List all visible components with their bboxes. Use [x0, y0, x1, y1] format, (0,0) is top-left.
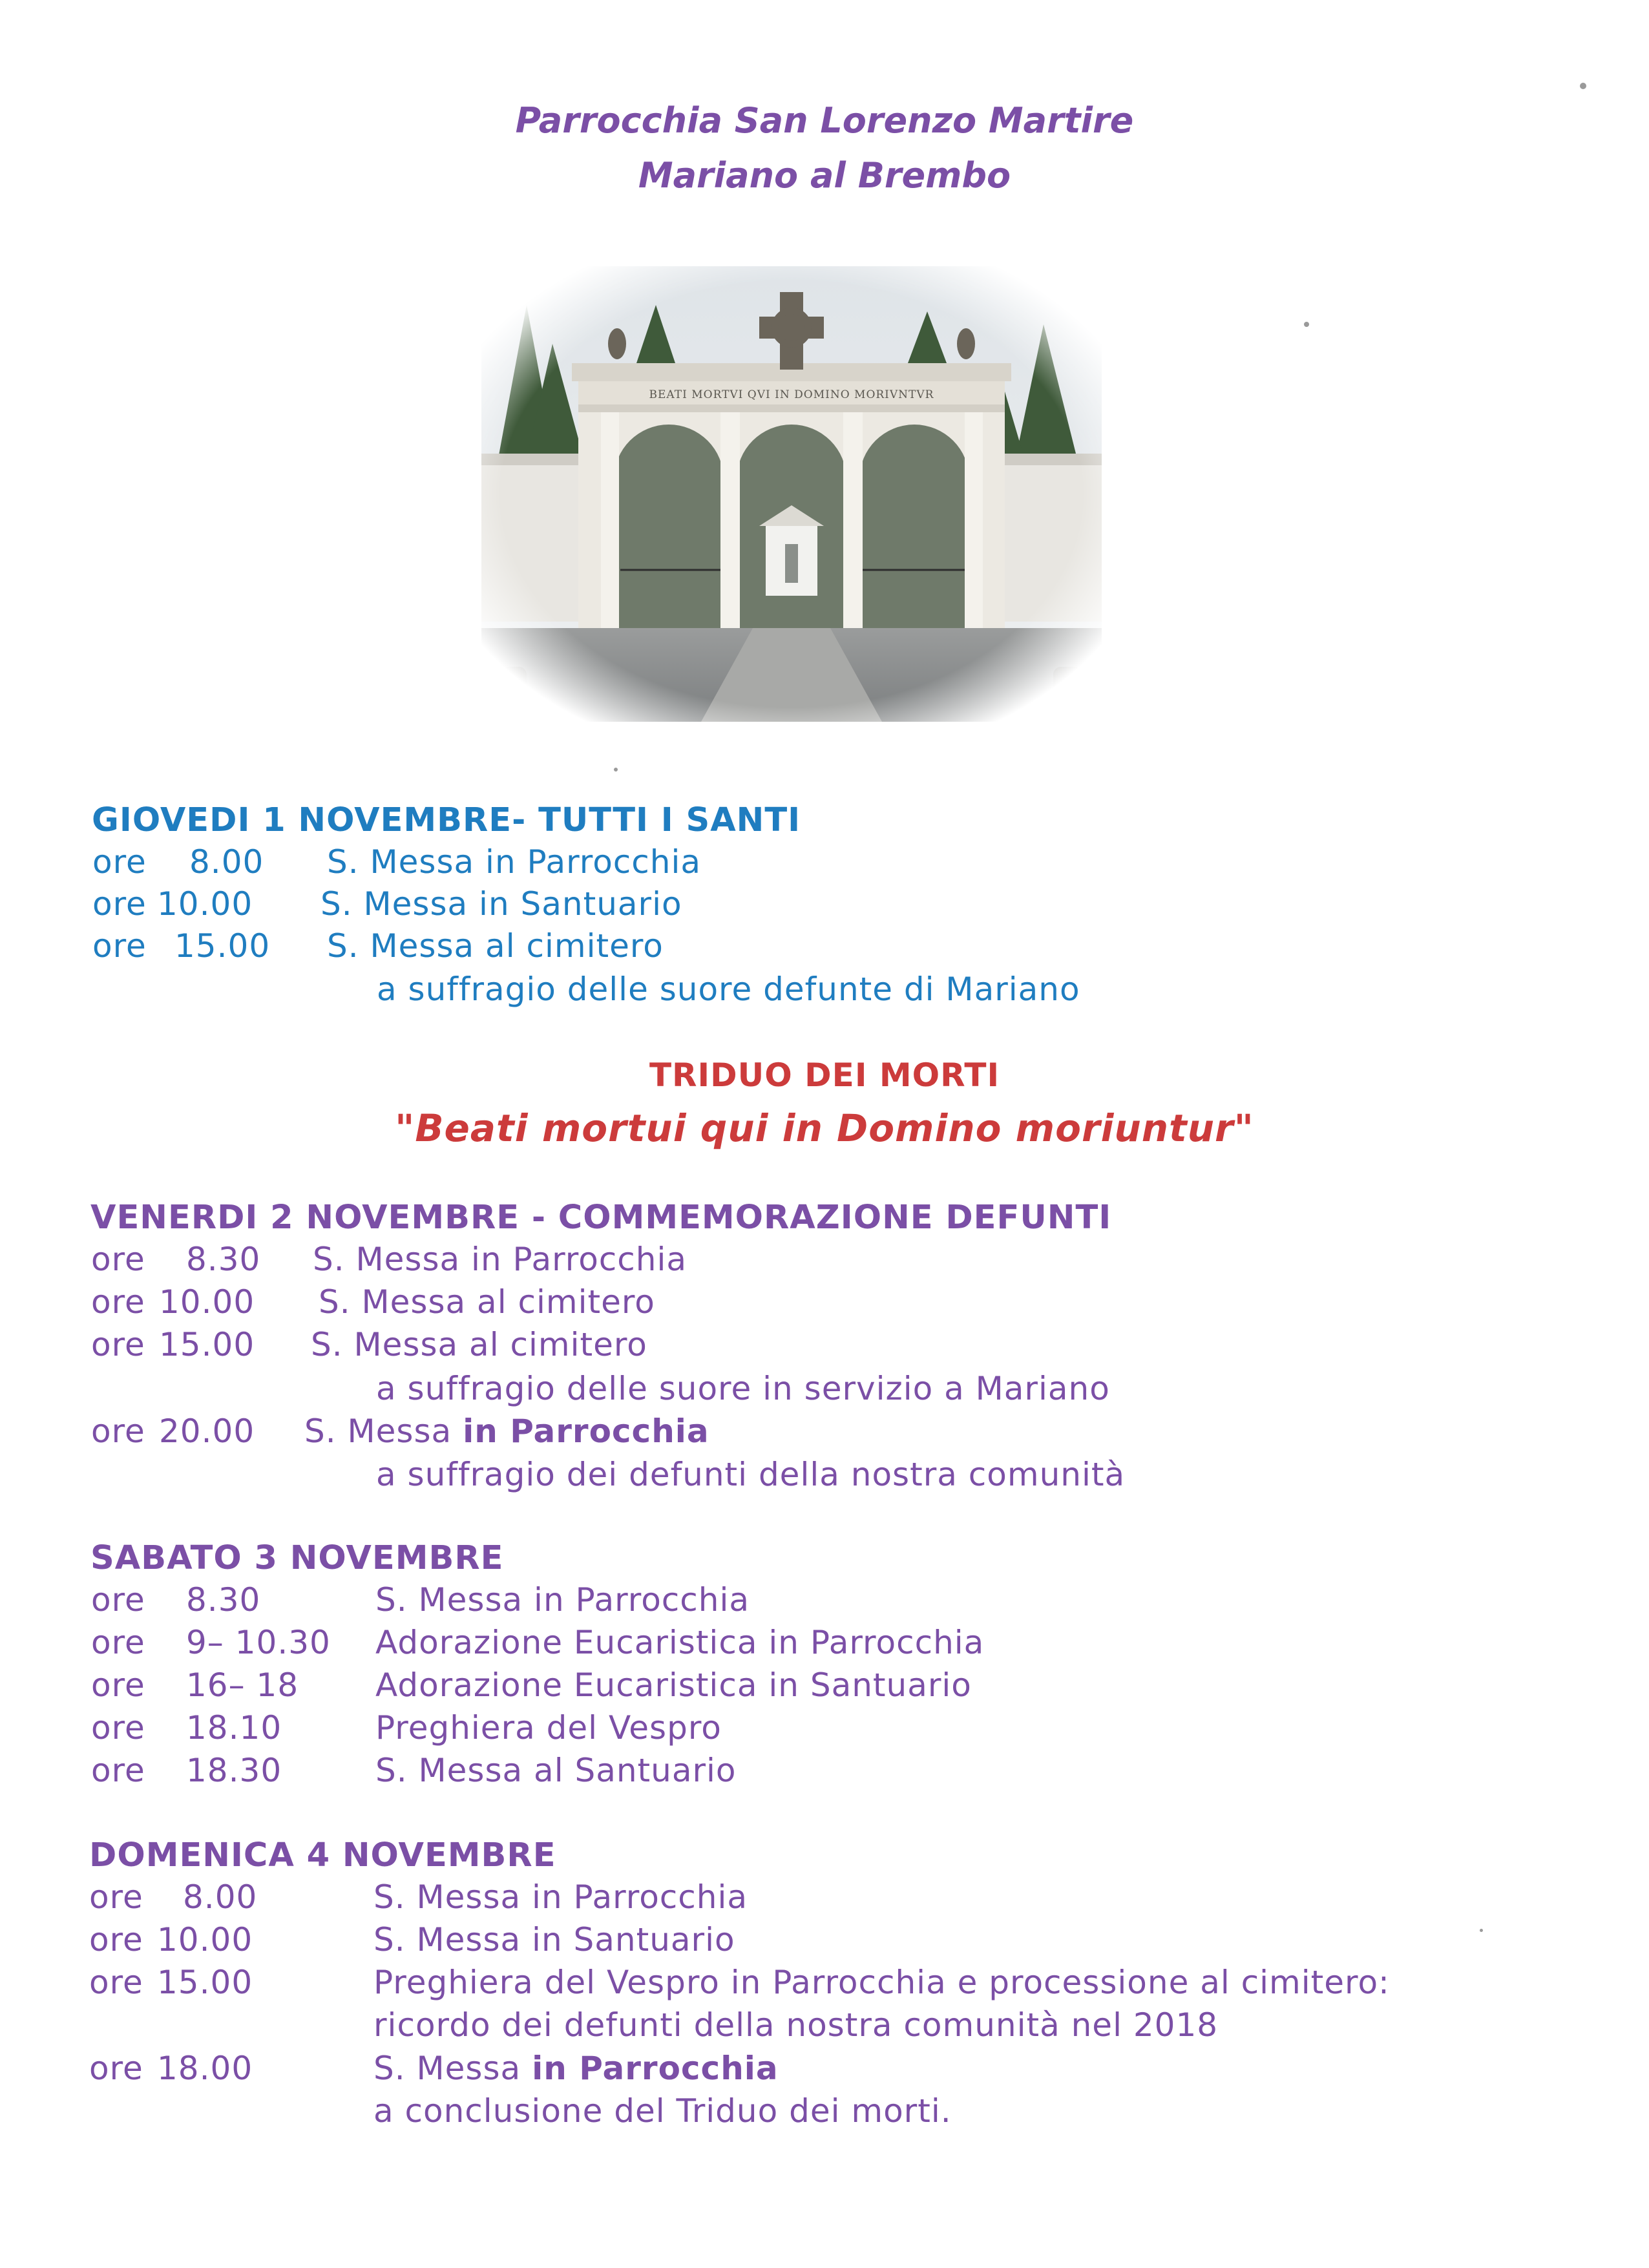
schedule-row: [91, 1283, 655, 1321]
time: 10.00: [157, 885, 253, 923]
time: 10.00: [159, 1283, 255, 1321]
ore-label: ore: [91, 1283, 145, 1321]
parish-location: Mariano al Brembo: [638, 155, 1011, 196]
ore-label: ore: [92, 885, 147, 923]
ore-label: ore: [92, 927, 147, 965]
schedule-row: [91, 1752, 737, 1789]
time: 15.00: [174, 927, 271, 965]
schedule-row: [89, 1878, 748, 1916]
time: 20.00: [159, 1412, 255, 1450]
schedule-row: [89, 2050, 779, 2087]
time: 15.00: [157, 1964, 253, 2001]
event: S. Messa: [373, 2050, 532, 2087]
scan-speck: [1304, 322, 1309, 327]
ore-label: ore: [91, 1581, 145, 1619]
section-heading-domenica: DOMENICA 4 NOVEMBRE: [89, 1836, 556, 1874]
triduo-heading: TRIDUO DEI MORTI: [649, 1056, 1000, 1094]
event: S. Messa in Parrocchia: [327, 843, 702, 881]
schedule-row: [92, 843, 702, 881]
time: 18.30: [186, 1752, 282, 1789]
event: S. Messa in Santuario: [373, 1921, 735, 1958]
event-emphasis: in Parrocchia: [463, 1412, 709, 1450]
section-heading-venerdi: VENERDI 2 NOVEMBRE - COMMEMORAZIONE DEFUNTI: [90, 1199, 1112, 1237]
ore-label: ore: [92, 843, 147, 881]
event: S. Messa in Santuario: [320, 885, 682, 923]
ore-label: ore: [89, 1878, 143, 1916]
ore-label: ore: [91, 1709, 145, 1747]
time: 18.00: [157, 2050, 253, 2087]
schedule-row: [92, 885, 682, 923]
event: S. Messa al cimitero: [311, 1326, 647, 1363]
schedule-note: ricordo dei defunti della nostra comunità nel 2018: [373, 2006, 1219, 2044]
schedule-row: [91, 1581, 750, 1619]
time: 8.30: [186, 1241, 261, 1278]
schedule-row: [91, 1326, 647, 1363]
ore-label: ore: [89, 2050, 143, 2087]
schedule-row: [91, 1412, 709, 1450]
time: 18.10: [186, 1709, 282, 1747]
scan-speck: [614, 768, 618, 772]
ore-label: ore: [91, 1241, 145, 1278]
parish-name: Parrocchia San Lorenzo Martire: [515, 100, 1134, 141]
ore-label: ore: [91, 1412, 145, 1450]
event: S. Messa al cimitero: [327, 927, 664, 965]
time: 8.00: [183, 1878, 258, 1916]
event: S. Messa in Parrocchia: [375, 1581, 750, 1619]
ore-label: ore: [89, 1964, 143, 2001]
ore-label: ore: [89, 1921, 143, 1958]
schedule-note: a suffragio delle suore in servizio a Mariano: [376, 1370, 1110, 1407]
schedule-row: [91, 1241, 688, 1278]
ore-label: ore: [91, 1326, 145, 1363]
schedule-note: a conclusione del Triduo dei morti.: [373, 2092, 952, 2130]
schedule-row: [89, 1921, 735, 1958]
event: S. Messa: [304, 1412, 463, 1450]
cemetery-gate-photo: [481, 266, 1102, 722]
event: S. Messa in Parrocchia: [313, 1241, 688, 1278]
event: Adorazione Eucaristica in Parrocchia: [375, 1624, 985, 1661]
time: 15.00: [159, 1326, 255, 1363]
scan-speck: [1480, 1929, 1483, 1932]
schedule-row: [91, 1624, 985, 1661]
schedule-row: [91, 1666, 972, 1704]
schedule-note: a suffragio dei defunti della nostra comunità: [376, 1456, 1126, 1493]
event: S. Messa al Santuario: [375, 1752, 737, 1789]
time: 10.00: [157, 1921, 253, 1958]
ore-label: ore: [91, 1752, 145, 1789]
schedule-note: a suffragio delle suore defunte di Mariano: [377, 971, 1080, 1008]
time: 9– 10.30: [186, 1624, 331, 1661]
time: 8.00: [189, 843, 264, 881]
event: Preghiera del Vespro: [375, 1709, 722, 1747]
event: S. Messa in Parrocchia: [373, 1878, 748, 1916]
scan-speck: [1580, 83, 1586, 89]
time: 16– 18: [186, 1666, 299, 1704]
schedule-row: [92, 927, 664, 965]
schedule-row: [89, 1964, 1390, 2001]
event-emphasis: in Parrocchia: [532, 2050, 779, 2087]
section-heading-sabato: SABATO 3 NOVEMBRE: [90, 1539, 504, 1577]
time: 8.30: [186, 1581, 261, 1619]
event: Preghiera del Vespro in Parrocchia e processione al cimitero:: [373, 1964, 1390, 2001]
section-heading-giovedi: GIOVEDI 1 NOVEMBRE- TUTTI I SANTI: [92, 801, 801, 839]
event: Adorazione Eucaristica in Santuario: [375, 1666, 972, 1704]
schedule-row: [91, 1709, 722, 1747]
triduo-motto: "Beati mortui qui in Domino moriuntur": [395, 1106, 1254, 1150]
ore-label: ore: [91, 1624, 145, 1661]
ore-label: ore: [91, 1666, 145, 1704]
event: S. Messa al cimitero: [319, 1283, 655, 1321]
